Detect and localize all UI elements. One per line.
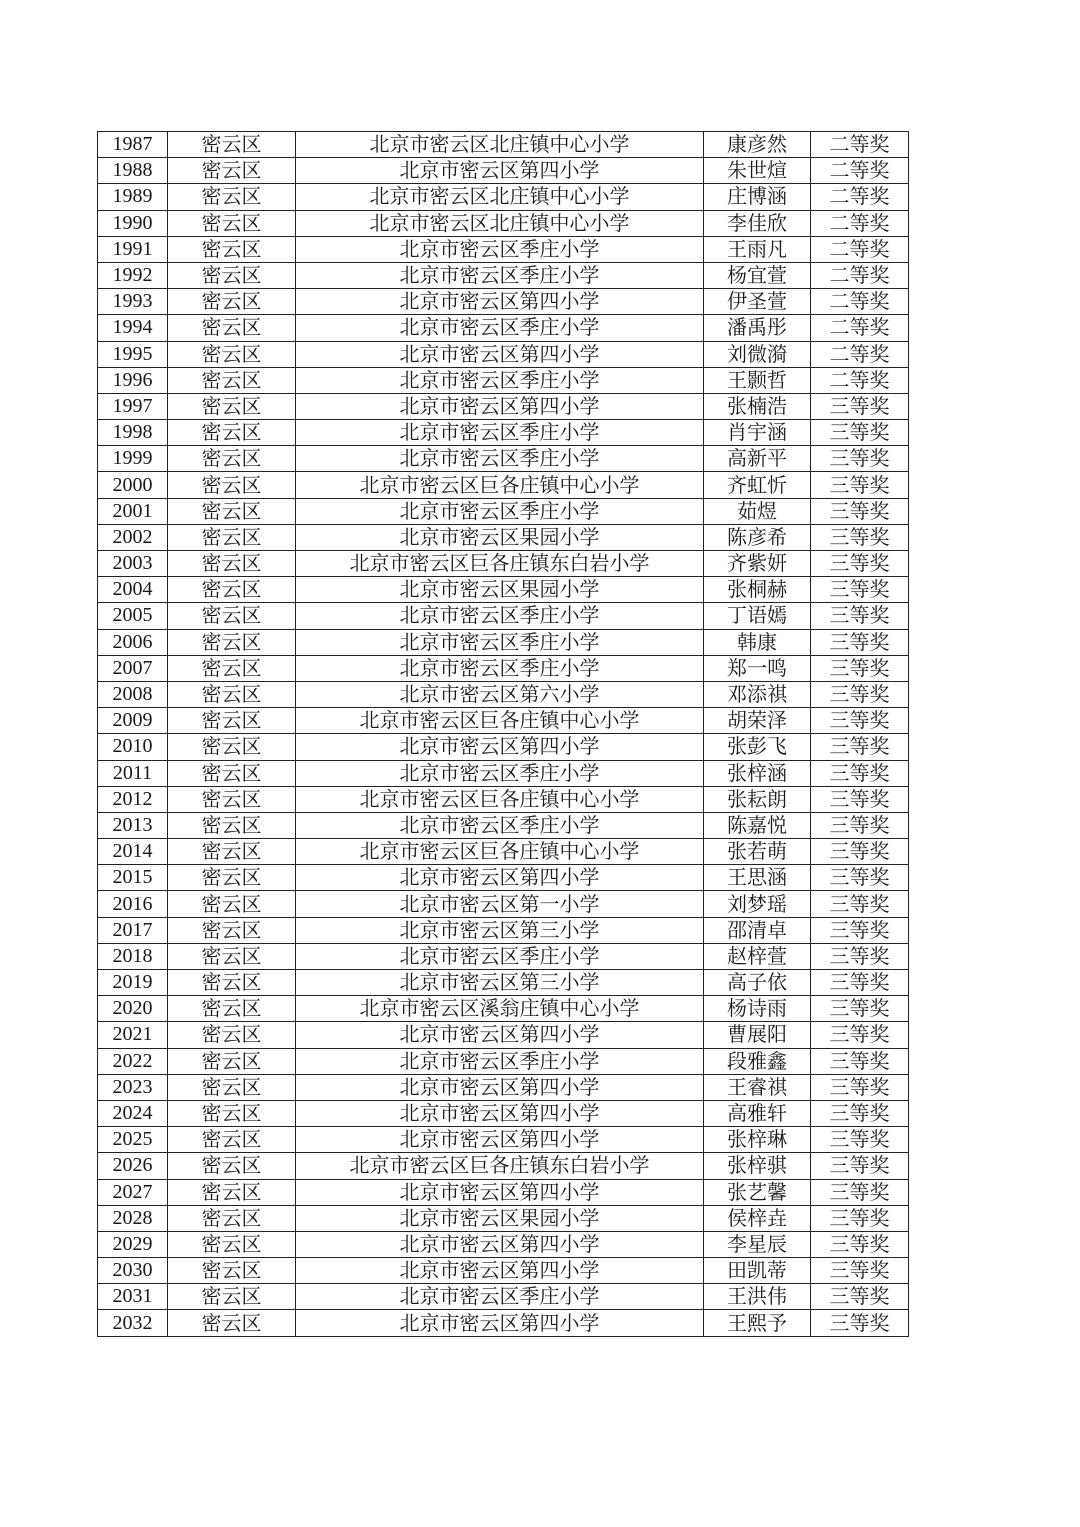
district-cell: 密云区 [168, 1231, 296, 1257]
district-cell: 密云区 [168, 341, 296, 367]
award-level-cell: 三等奖 [811, 1127, 909, 1153]
school-cell: 北京市密云区北庄镇中心小学 [296, 184, 704, 210]
award-level-cell: 三等奖 [811, 603, 909, 629]
award-level-cell: 二等奖 [811, 315, 909, 341]
student-name-cell: 丁语嫣 [704, 603, 811, 629]
school-cell: 北京市密云区北庄镇中心小学 [296, 210, 704, 236]
award-table [97, 131, 909, 1337]
student-name-cell: 朱世煊 [704, 158, 811, 184]
award-level-cell: 三等奖 [811, 681, 909, 707]
student-name-cell: 王睿祺 [704, 1074, 811, 1100]
award-level-cell: 三等奖 [811, 943, 909, 969]
school-cell: 北京市密云区第四小学 [296, 1310, 704, 1336]
student-name-cell: 高雅轩 [704, 1100, 811, 1126]
student-name-cell: 张桐赫 [704, 577, 811, 603]
student-name-cell: 张梓涵 [704, 760, 811, 786]
award-level-cell: 二等奖 [811, 341, 909, 367]
row-number-cell: 2010 [98, 734, 168, 760]
student-name-cell: 张若萌 [704, 839, 811, 865]
table-row [98, 393, 909, 419]
district-cell: 密云区 [168, 1022, 296, 1048]
table-row [98, 812, 909, 838]
student-name-cell: 杨宜萱 [704, 262, 811, 288]
award-level-cell: 三等奖 [811, 1048, 909, 1074]
award-level-cell: 三等奖 [811, 446, 909, 472]
row-number-cell: 1999 [98, 446, 168, 472]
table-row [98, 1231, 909, 1257]
row-number-cell: 1991 [98, 236, 168, 262]
district-cell: 密云区 [168, 812, 296, 838]
row-number-cell: 2029 [98, 1231, 168, 1257]
row-number-cell: 1994 [98, 315, 168, 341]
district-cell: 密云区 [168, 367, 296, 393]
student-name-cell: 邵清卓 [704, 917, 811, 943]
table-row [98, 1022, 909, 1048]
table-row [98, 839, 909, 865]
district-cell: 密云区 [168, 420, 296, 446]
school-cell: 北京市密云区季庄小学 [296, 603, 704, 629]
school-cell: 北京市密云区果园小学 [296, 524, 704, 550]
award-level-cell: 三等奖 [811, 970, 909, 996]
district-cell: 密云区 [168, 132, 296, 158]
district-cell: 密云区 [168, 158, 296, 184]
row-number-cell: 1993 [98, 289, 168, 315]
award-level-cell: 三等奖 [811, 524, 909, 550]
student-name-cell: 韩康 [704, 629, 811, 655]
table-row [98, 1153, 909, 1179]
school-cell: 北京市密云区第四小学 [296, 158, 704, 184]
student-name-cell: 王思涵 [704, 865, 811, 891]
award-level-cell: 三等奖 [811, 551, 909, 577]
school-cell: 北京市密云区第六小学 [296, 681, 704, 707]
row-number-cell: 2014 [98, 839, 168, 865]
award-level-cell: 二等奖 [811, 236, 909, 262]
district-cell: 密云区 [168, 1100, 296, 1126]
award-level-cell: 三等奖 [811, 891, 909, 917]
table-row [98, 210, 909, 236]
row-number-cell: 2005 [98, 603, 168, 629]
district-cell: 密云区 [168, 1127, 296, 1153]
student-name-cell: 刘梦瑶 [704, 891, 811, 917]
school-cell: 北京市密云区巨各庄镇中心小学 [296, 708, 704, 734]
student-name-cell: 郑一鸣 [704, 655, 811, 681]
school-cell: 北京市密云区季庄小学 [296, 943, 704, 969]
row-number-cell: 2000 [98, 472, 168, 498]
student-name-cell: 张梓骐 [704, 1153, 811, 1179]
table-row [98, 1258, 909, 1284]
student-name-cell: 王雨凡 [704, 236, 811, 262]
school-cell: 北京市密云区季庄小学 [296, 760, 704, 786]
district-cell: 密云区 [168, 184, 296, 210]
district-cell: 密云区 [168, 524, 296, 550]
district-cell: 密云区 [168, 943, 296, 969]
district-cell: 密云区 [168, 551, 296, 577]
student-name-cell: 潘禹彤 [704, 315, 811, 341]
school-cell: 北京市密云区巨各庄镇东白岩小学 [296, 1153, 704, 1179]
award-level-cell: 三等奖 [811, 1258, 909, 1284]
student-name-cell: 高新平 [704, 446, 811, 472]
table-row [98, 655, 909, 681]
row-number-cell: 2012 [98, 786, 168, 812]
table-row [98, 917, 909, 943]
row-number-cell: 1996 [98, 367, 168, 393]
school-cell: 北京市密云区第四小学 [296, 1231, 704, 1257]
student-name-cell: 李佳欣 [704, 210, 811, 236]
table-row [98, 315, 909, 341]
district-cell: 密云区 [168, 1074, 296, 1100]
row-number-cell: 2032 [98, 1310, 168, 1336]
award-level-cell: 三等奖 [811, 708, 909, 734]
student-name-cell: 张梓琳 [704, 1127, 811, 1153]
school-cell: 北京市密云区巨各庄镇东白岩小学 [296, 551, 704, 577]
table-row [98, 341, 909, 367]
row-number-cell: 2023 [98, 1074, 168, 1100]
table-row [98, 629, 909, 655]
school-cell: 北京市密云区第四小学 [296, 1100, 704, 1126]
award-level-cell: 三等奖 [811, 839, 909, 865]
table-row [98, 786, 909, 812]
table-row [98, 1100, 909, 1126]
table-row [98, 1074, 909, 1100]
school-cell: 北京市密云区季庄小学 [296, 1048, 704, 1074]
table-row [98, 865, 909, 891]
award-level-cell: 二等奖 [811, 367, 909, 393]
table-row [98, 524, 909, 550]
student-name-cell: 王洪伟 [704, 1284, 811, 1310]
school-cell: 北京市密云区第四小学 [296, 1074, 704, 1100]
district-cell: 密云区 [168, 708, 296, 734]
table-row [98, 891, 909, 917]
table-row [98, 236, 909, 262]
student-name-cell: 李星辰 [704, 1231, 811, 1257]
school-cell: 北京市密云区季庄小学 [296, 315, 704, 341]
row-number-cell: 2017 [98, 917, 168, 943]
student-name-cell: 赵梓萱 [704, 943, 811, 969]
student-name-cell: 茹煜 [704, 498, 811, 524]
table-row [98, 708, 909, 734]
school-cell: 北京市密云区第四小学 [296, 1022, 704, 1048]
award-level-cell: 三等奖 [811, 577, 909, 603]
school-cell: 北京市密云区第四小学 [296, 393, 704, 419]
table-row [98, 184, 909, 210]
student-name-cell: 张彭飞 [704, 734, 811, 760]
row-number-cell: 1990 [98, 210, 168, 236]
district-cell: 密云区 [168, 734, 296, 760]
award-level-cell: 三等奖 [811, 1179, 909, 1205]
student-name-cell: 高子依 [704, 970, 811, 996]
school-cell: 北京市密云区季庄小学 [296, 446, 704, 472]
award-level-cell: 三等奖 [811, 865, 909, 891]
district-cell: 密云区 [168, 1179, 296, 1205]
row-number-cell: 1992 [98, 262, 168, 288]
district-cell: 密云区 [168, 760, 296, 786]
district-cell: 密云区 [168, 289, 296, 315]
row-number-cell: 2025 [98, 1127, 168, 1153]
school-cell: 北京市密云区第四小学 [296, 1179, 704, 1205]
school-cell: 北京市密云区果园小学 [296, 1205, 704, 1231]
table-row [98, 132, 909, 158]
school-cell: 北京市密云区第三小学 [296, 970, 704, 996]
table-row [98, 603, 909, 629]
school-cell: 北京市密云区巨各庄镇中心小学 [296, 472, 704, 498]
table-row [98, 1310, 909, 1336]
district-cell: 密云区 [168, 1205, 296, 1231]
student-name-cell: 胡荣泽 [704, 708, 811, 734]
award-level-cell: 二等奖 [811, 132, 909, 158]
school-cell: 北京市密云区第四小学 [296, 289, 704, 315]
award-level-cell: 二等奖 [811, 210, 909, 236]
district-cell: 密云区 [168, 1048, 296, 1074]
student-name-cell: 王熙予 [704, 1310, 811, 1336]
table-row [98, 367, 909, 393]
row-number-cell: 2008 [98, 681, 168, 707]
district-cell: 密云区 [168, 655, 296, 681]
award-level-cell: 三等奖 [811, 655, 909, 681]
award-level-cell: 二等奖 [811, 158, 909, 184]
table-row [98, 158, 909, 184]
district-cell: 密云区 [168, 315, 296, 341]
award-level-cell: 三等奖 [811, 1100, 909, 1126]
award-level-cell: 三等奖 [811, 760, 909, 786]
school-cell: 北京市密云区季庄小学 [296, 1284, 704, 1310]
student-name-cell: 王颢哲 [704, 367, 811, 393]
award-table-body [98, 132, 909, 1337]
award-level-cell: 三等奖 [811, 917, 909, 943]
student-name-cell: 田凯蒂 [704, 1258, 811, 1284]
district-cell: 密云区 [168, 681, 296, 707]
student-name-cell: 张艺馨 [704, 1179, 811, 1205]
district-cell: 密云区 [168, 472, 296, 498]
award-level-cell: 三等奖 [811, 498, 909, 524]
district-cell: 密云区 [168, 1310, 296, 1336]
table-row [98, 498, 909, 524]
row-number-cell: 2024 [98, 1100, 168, 1126]
award-level-cell: 三等奖 [811, 1310, 909, 1336]
table-row [98, 289, 909, 315]
district-cell: 密云区 [168, 917, 296, 943]
award-level-cell: 三等奖 [811, 1153, 909, 1179]
row-number-cell: 2006 [98, 629, 168, 655]
school-cell: 北京市密云区第三小学 [296, 917, 704, 943]
school-cell: 北京市密云区北庄镇中心小学 [296, 132, 704, 158]
student-name-cell: 段雅鑫 [704, 1048, 811, 1074]
student-name-cell: 齐虹忻 [704, 472, 811, 498]
row-number-cell: 2019 [98, 970, 168, 996]
table-row [98, 996, 909, 1022]
table-row [98, 446, 909, 472]
district-cell: 密云区 [168, 786, 296, 812]
row-number-cell: 2022 [98, 1048, 168, 1074]
student-name-cell: 康彦然 [704, 132, 811, 158]
district-cell: 密云区 [168, 891, 296, 917]
district-cell: 密云区 [168, 393, 296, 419]
row-number-cell: 1997 [98, 393, 168, 419]
award-level-cell: 三等奖 [811, 734, 909, 760]
award-level-cell: 三等奖 [811, 786, 909, 812]
row-number-cell: 1988 [98, 158, 168, 184]
school-cell: 北京市密云区季庄小学 [296, 420, 704, 446]
row-number-cell: 2004 [98, 577, 168, 603]
school-cell: 北京市密云区第四小学 [296, 341, 704, 367]
award-level-cell: 三等奖 [811, 1284, 909, 1310]
district-cell: 密云区 [168, 839, 296, 865]
student-name-cell: 陈彦希 [704, 524, 811, 550]
table-row [98, 1127, 909, 1153]
district-cell: 密云区 [168, 210, 296, 236]
table-row [98, 970, 909, 996]
award-level-cell: 三等奖 [811, 996, 909, 1022]
row-number-cell: 2026 [98, 1153, 168, 1179]
table-row [98, 1048, 909, 1074]
district-cell: 密云区 [168, 446, 296, 472]
student-name-cell: 刘微漪 [704, 341, 811, 367]
row-number-cell: 1998 [98, 420, 168, 446]
school-cell: 北京市密云区季庄小学 [296, 655, 704, 681]
student-name-cell: 侯梓垚 [704, 1205, 811, 1231]
school-cell: 北京市密云区果园小学 [296, 577, 704, 603]
district-cell: 密云区 [168, 970, 296, 996]
table-row [98, 1205, 909, 1231]
table-row [98, 1179, 909, 1205]
student-name-cell: 杨诗雨 [704, 996, 811, 1022]
row-number-cell: 1989 [98, 184, 168, 210]
school-cell: 北京市密云区第四小学 [296, 1258, 704, 1284]
award-level-cell: 三等奖 [811, 1231, 909, 1257]
school-cell: 北京市密云区巨各庄镇中心小学 [296, 839, 704, 865]
table-row [98, 943, 909, 969]
district-cell: 密云区 [168, 1284, 296, 1310]
district-cell: 密云区 [168, 996, 296, 1022]
school-cell: 北京市密云区巨各庄镇中心小学 [296, 786, 704, 812]
row-number-cell: 2009 [98, 708, 168, 734]
table-row [98, 734, 909, 760]
student-name-cell: 张楠浩 [704, 393, 811, 419]
school-cell: 北京市密云区第四小学 [296, 1127, 704, 1153]
row-number-cell: 2015 [98, 865, 168, 891]
district-cell: 密云区 [168, 262, 296, 288]
school-cell: 北京市密云区溪翁庄镇中心小学 [296, 996, 704, 1022]
school-cell: 北京市密云区第一小学 [296, 891, 704, 917]
award-level-cell: 三等奖 [811, 393, 909, 419]
student-name-cell: 庄博涵 [704, 184, 811, 210]
table-row [98, 1284, 909, 1310]
student-name-cell: 伊圣萱 [704, 289, 811, 315]
row-number-cell: 1995 [98, 341, 168, 367]
row-number-cell: 2002 [98, 524, 168, 550]
district-cell: 密云区 [168, 236, 296, 262]
district-cell: 密云区 [168, 1258, 296, 1284]
table-row [98, 760, 909, 786]
award-level-cell: 三等奖 [811, 1074, 909, 1100]
award-level-cell: 二等奖 [811, 262, 909, 288]
district-cell: 密云区 [168, 865, 296, 891]
district-cell: 密云区 [168, 577, 296, 603]
row-number-cell: 2001 [98, 498, 168, 524]
row-number-cell: 2016 [98, 891, 168, 917]
award-level-cell: 二等奖 [811, 289, 909, 315]
student-name-cell: 张耘朗 [704, 786, 811, 812]
student-name-cell: 邓添祺 [704, 681, 811, 707]
row-number-cell: 2011 [98, 760, 168, 786]
row-number-cell: 2013 [98, 812, 168, 838]
row-number-cell: 2020 [98, 996, 168, 1022]
table-row [98, 420, 909, 446]
award-level-cell: 三等奖 [811, 812, 909, 838]
school-cell: 北京市密云区季庄小学 [296, 236, 704, 262]
row-number-cell: 2021 [98, 1022, 168, 1048]
school-cell: 北京市密云区季庄小学 [296, 812, 704, 838]
row-number-cell: 2003 [98, 551, 168, 577]
award-level-cell: 二等奖 [811, 184, 909, 210]
student-name-cell: 曹展阳 [704, 1022, 811, 1048]
table-row [98, 472, 909, 498]
school-cell: 北京市密云区季庄小学 [296, 498, 704, 524]
district-cell: 密云区 [168, 1153, 296, 1179]
table-row [98, 681, 909, 707]
district-cell: 密云区 [168, 498, 296, 524]
student-name-cell: 肖宇涵 [704, 420, 811, 446]
table-row [98, 577, 909, 603]
student-name-cell: 陈嘉悦 [704, 812, 811, 838]
row-number-cell: 2007 [98, 655, 168, 681]
row-number-cell: 2028 [98, 1205, 168, 1231]
table-row [98, 551, 909, 577]
school-cell: 北京市密云区季庄小学 [296, 629, 704, 655]
school-cell: 北京市密云区季庄小学 [296, 367, 704, 393]
award-level-cell: 三等奖 [811, 420, 909, 446]
award-level-cell: 三等奖 [811, 1022, 909, 1048]
school-cell: 北京市密云区第四小学 [296, 734, 704, 760]
table-row [98, 262, 909, 288]
row-number-cell: 2030 [98, 1258, 168, 1284]
row-number-cell: 2027 [98, 1179, 168, 1205]
award-level-cell: 三等奖 [811, 1205, 909, 1231]
row-number-cell: 2018 [98, 943, 168, 969]
award-level-cell: 三等奖 [811, 472, 909, 498]
student-name-cell: 齐紫妍 [704, 551, 811, 577]
district-cell: 密云区 [168, 603, 296, 629]
award-level-cell: 三等奖 [811, 629, 909, 655]
row-number-cell: 2031 [98, 1284, 168, 1310]
school-cell: 北京市密云区第四小学 [296, 865, 704, 891]
school-cell: 北京市密云区季庄小学 [296, 262, 704, 288]
district-cell: 密云区 [168, 629, 296, 655]
row-number-cell: 1987 [98, 132, 168, 158]
